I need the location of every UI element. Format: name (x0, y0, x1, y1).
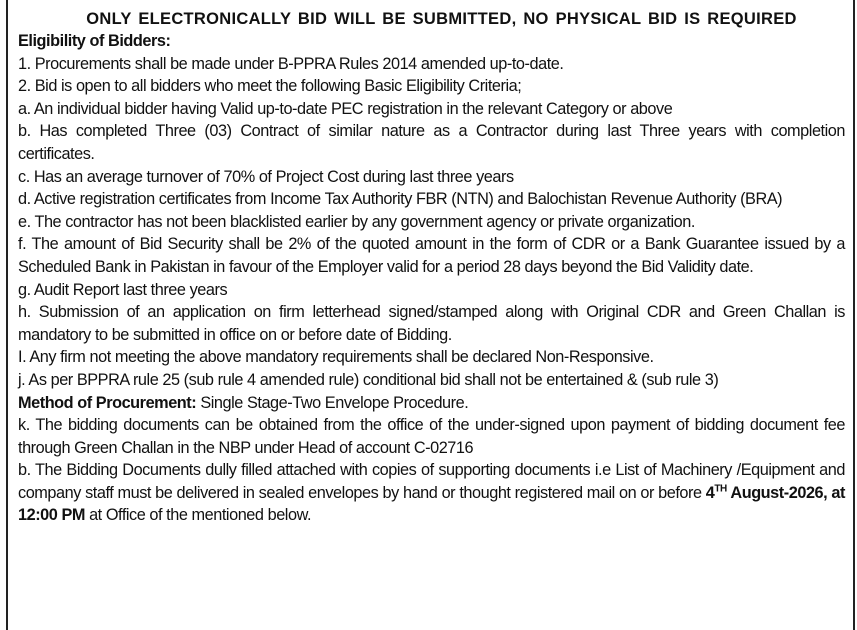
method-value: Single Stage-Two Envelope Procedure. (196, 393, 469, 412)
submission-tail: at Office of the mentioned below. (85, 506, 312, 525)
deadline-day: 4 (705, 483, 715, 502)
item-l: I. Any firm not meeting the above mandatory requirements shall be declared Non-Responsive. (18, 348, 654, 367)
item-a: a. An individual bidder having Valid up-to-date PEC registration in the relevant Category or above (18, 99, 673, 118)
deadline-day-suffix: TH (714, 483, 727, 495)
item-d: d. Active registration certificates from Income Tax Authority FBR (NTN) and Balochistan Revenue Authority (BRA) (18, 190, 783, 209)
method-of-procurement (18, 392, 845, 415)
item-g: g. Audit Report last three years (18, 280, 228, 299)
method-label: Method of Procurement: (18, 393, 197, 412)
item-e: e. The contractor has not been blacklisted earlier by any government agency or private organization. (18, 212, 695, 231)
item-h: h. Submission of an application on firm letterhead signed/stamped along with Original CDR and Green Challan is mandatory to be submitted in office on or before date of Bidding. (18, 303, 845, 344)
item-1: 1. Procurements shall be made under B-PPRA Rules 2014 amended up-to-date. (18, 54, 564, 73)
item-j: j. As per BPPRA rule 25 (sub rule 4 amended rule) conditional bid shall not be entertained & (sub rule 3) (18, 370, 719, 389)
headline: ONLY ELECTRONICALLY BID WILL BE SUBMITTED, NO PHYSICAL BID IS REQUIRED (86, 10, 797, 28)
item-2: 2. Bid is open to all bidders who meet the following Basic Eligibility Criteria; (18, 77, 522, 96)
item-b: b. Has completed Three (03) Contract of similar nature as a Contractor during last Three years with completion certificates. (18, 122, 845, 163)
submission-text: b. The Bidding Documents dully filled attached with copies of supporting documents i.e List of Machinery /Equipment and company staff must be delivered in sealed envelopes by hand or thought registered mail on or before (18, 461, 845, 502)
eligibility-heading: Eligibility of Bidders: (18, 32, 171, 50)
item-k: k. The bidding documents can be obtained from the office of the under-signed upon payment of bidding document fee through Green Challan in the NBP under Head of account C-02716 (18, 416, 845, 457)
item-b-submission (18, 459, 845, 527)
deadline-date-time: August-2026, at 12:00 PM (18, 483, 845, 525)
item-c: c. Has an average turnover of 70% of Project Cost during last three years (18, 167, 514, 186)
item-f: f. The amount of Bid Security shall be 2% of the quoted amount in the form of CDR or a Bank Guarantee issued by a Scheduled Bank in Pakistan in favour of the Employer valid for a period 28 days beyond the Bid Validity date. (18, 235, 845, 276)
